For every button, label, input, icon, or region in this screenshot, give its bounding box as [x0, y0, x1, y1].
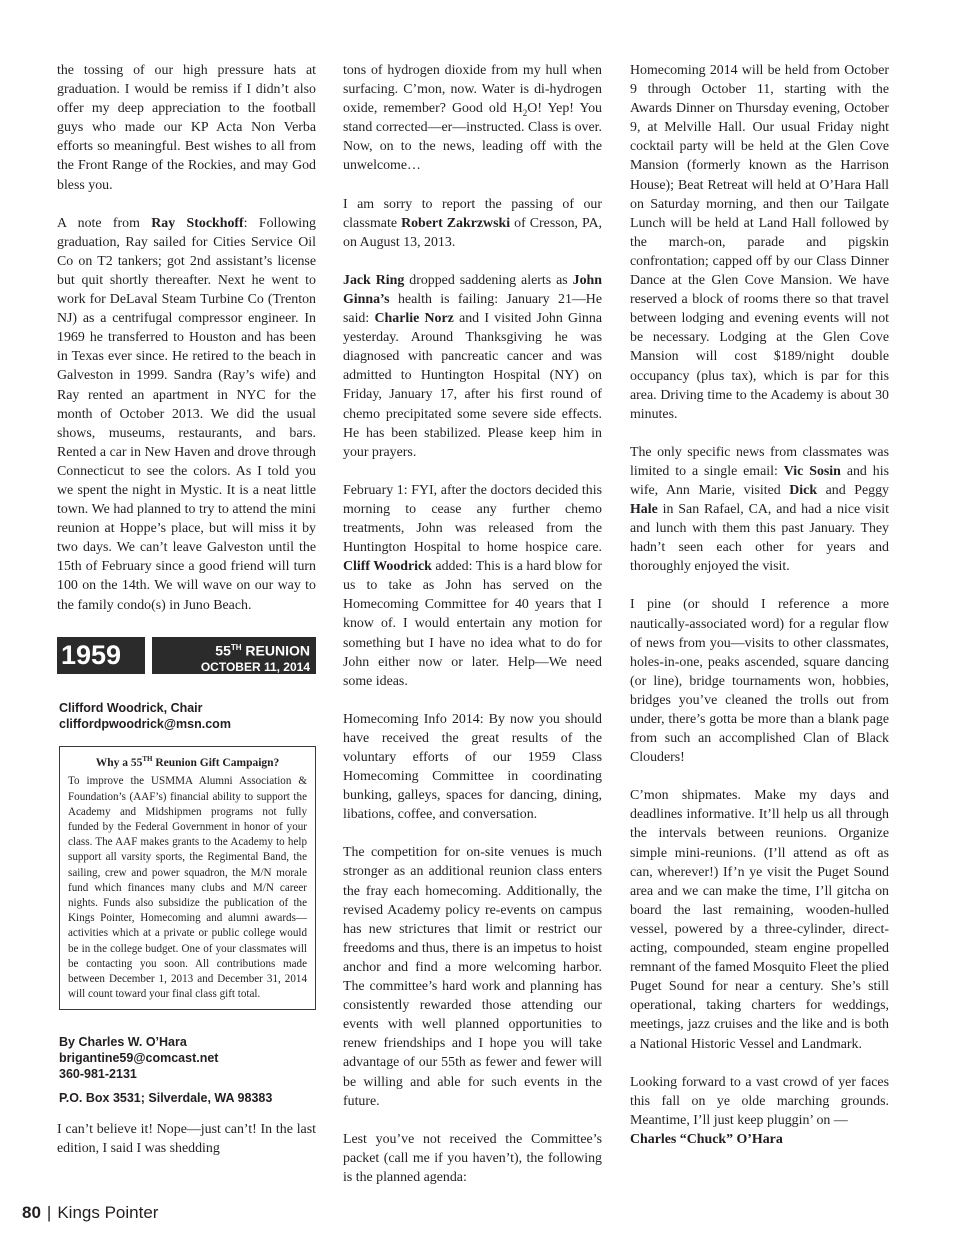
paragraph: I am sorry to report the passing of our classmate Robert Zakrzwski of Cresson, PA, on August 13, 2013.: [343, 196, 603, 250]
page-number: 80: [22, 1203, 41, 1222]
column-3: [630, 61, 889, 1149]
signature: Charles “Chuck” O’Hara: [630, 1131, 783, 1147]
column-2: [343, 61, 602, 1187]
paragraph: February 1: FYI, after the doctors decided this morning to cease any further chemo treatments, John was released from the Huntington Hospital to home hospice care. Cliff Woodrick added: This is a hard blow for us to take as John has served on the Homecoming Committee for 40 years that I know of. I would entertain any motion for something but I have no idea what to do for John either now or later. Help—We need some ideas.: [343, 482, 602, 689]
paragraph: The only specific news from classmates was limited to a single email: Vic Sosin and his wife, Ann Marie, visited Dick and Peggy Hale in San Rafael, CA, and had a nice visit and lunch with them this past January. They hadn’t seen each other for years and thoroughly enjoyed the visit.: [630, 444, 889, 575]
paragraph: Homecoming Info 2014: By now you should have received the great results of the voluntary efforts of our 1959 Class Homecoming Committee in coordinating bunking, galleys, spaces for dancing, dining, libations, coffee, and conversation.: [343, 711, 602, 823]
classmate-name: Ray Stockhoff: [151, 215, 244, 231]
footer-separator: |: [46, 1203, 52, 1222]
classmate-name: John Ginna’s: [343, 272, 602, 307]
classmate-name: Cliff Woodrick: [343, 559, 432, 575]
paragraph: Jack Ring dropped saddening alerts as John Ginna’s health is failing: January 21—He said: Charlie Norz and I visited John Ginna yesterday. Around Thanksgiving he was diagnosed with pancreatic cancer and was admitted to Huntington Hospital (NY) on Friday, January 17, after his first round of chemo precipitated some severe side effects. He has been stabilized. Please keep him in your prayers.: [343, 272, 602, 460]
sidebar-title: Why a 55TH Reunion Gift Campaign?: [95, 754, 280, 769]
classmate-name: Jack Ring: [343, 272, 405, 288]
paragraph: The competition for on-site venues is much stronger as an additional reunion class enters the fray each homecoming. Additionally, the revised Academy policy re-events on campus has new strictures that limit or restrict our freedoms and thus, there is an impetus to hoist anchor and find a more welcoming harbor. The committee’s hard work and planning has consistently rewarded those attending our events with well planned opportunities to renew friendships and I hope you will take advantage of our 55th as fewer and fewer will be willing and able for such events in the future.: [343, 845, 602, 1109]
paragraph: Homecoming 2014 will be held from October 9 through October 11, starting with the Awards Dinner on Thursday evening, October 9, at Melville Hall. Our usual Friday night cocktail party will be held at the Glen Cove Mansion (formerly known as the Harrison House); Beat Retreat will held at O’Hara Hall on Saturday morning, and then our Tailgate Lunch will be held at Land Hall followed by the march-on, parade and pigskin confrontation; capped off by our Class Dinner Dance at the Glen Cove Mansion. We have reserved a block of rooms there so that travel between lodging and evening events will not be necessary. Lodging at the Glen Cove Mansion will cost $189/night double occupancy (plus tax), which is par for this area. Driving time to the Academy is about 30 minutes.: [630, 63, 889, 422]
reunion-info: 55TH REUNION OCTOBER 11, 2014: [152, 637, 316, 674]
column-1: [57, 61, 316, 1158]
paragraph: Looking forward to a vast crowd of yer faces this fall on ye olde marching grounds. Meantime, I’ll just keep pluggin’ on — Charles “Chuck” O’Hara: [630, 1074, 889, 1147]
paragraph: I can’t believe it! Nope—just can’t! In the last edition, I said I was shedding: [57, 1121, 316, 1156]
class-year: 1959: [57, 637, 145, 674]
chair-email-link[interactable]: cliffordpwoodrick@msn.com: [59, 716, 231, 731]
reunion-date: OCTOBER 11, 2014: [200, 660, 310, 675]
paragraph: A note from Ray Stockhoff: Following graduation, Ray sailed for Cities Service Oil Co on T2 tankers; got 2nd assistant’s license but quit shortly thereafter. Next he went to work for DeLaval Steam Turbine Co (Trenton NJ) as a centrifugal compressor engineer. In 1969 he transferred to Houston and has been in Texas ever since. He retired to the beach in Galveston in 1999. Sandra (Ray’s wife) and Ray rented an apartment in NYC for the month of October 2013. We did the usual shows, museums, restaurants, and bars. Rented a car in New Haven and drove through Connecticut to see the colors. As I told you we spent the night in Mystic. It is a neat little town. We had planned to try to attend the mini reunion at Hoppe’s place, but will miss it by two days. We can’t leave Galveston until the 15th of February since a good friend will turn 100 on the 14th. We will wave on our way to the family condo(s) in Juno Beach.: [57, 215, 316, 613]
page-footer: [22, 1203, 158, 1223]
paragraph: I pine (or should I reference a more nautically-associated word) for a regular flow of news from you—visits to other classmates, holes-in-one, peaks ascended, square dancing (or line), bridge tournaments won, hobbies, bridges you’ve cleaned the trolls out from under, there’s gotta be more than a blank page from such an accomplished Clan of Black Clouders!: [630, 597, 889, 766]
paragraph: the tossing of our high pressure hats at graduation. I would be remiss if I didn’t also offer my deep appreciation to the football guys who made our KP Acta Non Verba efforts so meaningful. Best wishes to all from the Front Range of the Rockies, and may God bless you.: [57, 63, 316, 193]
author-email-link[interactable]: brigantine59@comcast.net: [59, 1050, 219, 1065]
chair-contact: Clifford Woodrick, Chair cliffordpwoodrick@msn.com: [59, 700, 316, 732]
author-contact: By Charles W. O’Hara brigantine59@comcast.net 360-981-2131: [59, 1034, 316, 1082]
classmate-name: Vic Sosin: [783, 463, 841, 479]
gift-campaign-box: [59, 746, 316, 1010]
class-banner: [57, 637, 316, 674]
paragraph: Lest you’ve not received the Committee’s packet (call me if you haven’t), the following is the planned agenda:: [343, 1131, 602, 1185]
classmate-name: Dick: [789, 482, 818, 498]
publication-name: Kings Pointer: [57, 1203, 159, 1222]
classmate-name: Charlie Norz: [374, 311, 454, 327]
paragraph: tons of hydrogen dioxide from my hull when surfacing. C’mon, now. Water is di-hydrogen oxide, remember? Good old $H_2O$! Yep! You stand corrected—er—instructed. Class is over. Now, on to the news, leading off with the unwelcome…: [343, 63, 602, 174]
author-address: P.O. Box 3531; Silverdale, WA 98383: [59, 1090, 273, 1105]
author-phone: 360-981-2131: [59, 1066, 137, 1081]
classmate-name: Robert Zakrzwski: [401, 215, 511, 231]
paragraph: C’mon shipmates. Make my days and deadlines informative. It’ll help us all through the intervals between reunions. Organize simple mini-reunions. (I’ll attend as oft as can, wherever!) If’n ye visit the Puget Sound area and we can make the time, I’ll gitcha on board the last remaining, wooden-hulled vessel, powered by a three-cylinder, direct-acting, compounded, steam engine propelled remnant of the famed Mosquito Fleet the plied Puget Sound for near a century. She’s still operational, taking charters for weddings, meetings, jazz cruises and the like and is both a National Historic Vessel and Landmark.: [630, 788, 889, 1052]
classmate-name: Hale: [630, 502, 658, 518]
sidebar-body: To improve the USMMA Alumni Association & Foundation’s (AAF’s) financial ability to support the Academy and Midshipmen programs not fully funded by the Federal Government in honor of your class. The AAF makes grants to the Academy to help support all varsity sports, the Regimental Band, the sailing, crew and power squadron, the M/N morale fund which finances many clubs and M/N career nights. Funds also subsidize the publication of the Kings Pointer, Homecoming and alumni awards—activities which at a private or public college would be in the college budget. One of your classmates will be contacting you soon. All contributions made between December 1, 2013 and December 31, 2014 will count toward your final class gift total.: [68, 775, 307, 1001]
